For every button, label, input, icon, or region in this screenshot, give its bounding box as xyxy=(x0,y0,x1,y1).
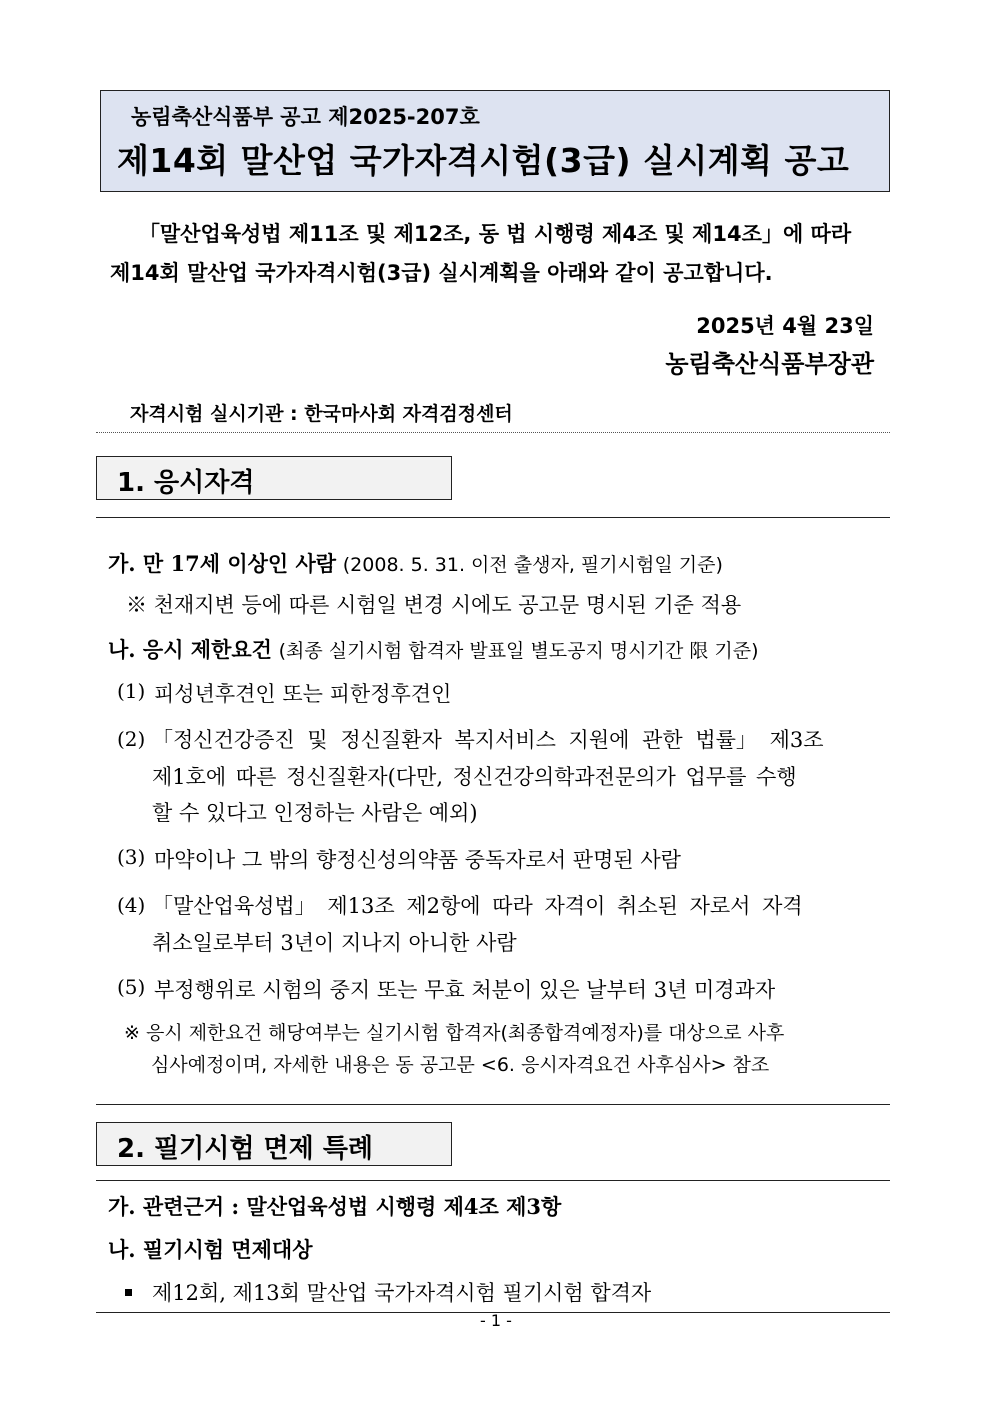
restriction-2-line-2: 제1호에 따른 정신질환자(다만, 정신건강의학과전문의가 업무를 수행 xyxy=(152,765,797,789)
restriction-3-number: (3) xyxy=(117,845,146,869)
restriction-1-line-1: 피성년후견인 또는 피한정후견인 xyxy=(154,682,452,706)
exam-institution: 자격시험 실시기관 : 한국마사회 자격검정센터 xyxy=(130,403,513,425)
section-1-end-divider xyxy=(96,1104,890,1105)
section-1-item-b xyxy=(108,634,759,664)
restriction-2-line-1: 「정신건강증진 및 정신질환자 복지서비스 지원에 관한 법률」 제3조 xyxy=(152,728,824,752)
section-2-item-b: 나. 필기시험 면제대상 xyxy=(108,1237,313,1262)
section-1-heading: 1. 응시자격 xyxy=(117,468,255,498)
restriction-note-line-1: ※ 응시 제한요건 해당여부는 실기시험 합격자(최종합격예정자)를 대상으로 사후 xyxy=(124,1022,785,1044)
page-number: - 1 - xyxy=(480,1311,512,1330)
restriction-1-number: (1) xyxy=(117,679,146,703)
dotted-divider xyxy=(96,432,890,433)
section-1-heading-box xyxy=(96,456,452,500)
section-2-item-a: 가. 관련근거 : 말산업육성법 시행령 제4조 제3항 xyxy=(108,1194,562,1219)
issuer-name: 농림축산식품부장관 xyxy=(665,350,874,378)
restriction-4-line-1: 「말산업육성법」 제13조 제2항에 따라 자격이 취소된 자로서 자격 xyxy=(152,894,803,918)
restriction-3-line-1: 마약이나 그 밖의 향정신성의약품 중독자로서 판명된 사람 xyxy=(154,848,681,872)
section-2-bullet-text: 제12회, 제13회 말산업 국가자격시험 필기시험 합격자 xyxy=(152,1281,652,1305)
section-1-divider xyxy=(96,517,890,518)
restriction-note-line-2: 심사예정이며, 자세한 내용은 동 공고문 <6. 응시자격요건 사후심사> 참조 xyxy=(151,1054,770,1076)
item-a-note: ※ 천재지변 등에 따른 시험일 변경 시에도 공고문 명시된 기준 적용 xyxy=(126,593,742,617)
restriction-5-line-1: 부정행위로 시험의 중지 또는 무효 처분이 있은 날부터 3년 미경과자 xyxy=(154,978,776,1002)
section-2-divider xyxy=(96,1180,890,1181)
item-b-label: 나. 응시 제한요건 xyxy=(108,637,272,662)
notice-title: 제14회 말산업 국가자격시험(3급) 실시계획 공고 xyxy=(117,141,850,180)
intro-line-1: 「말산업육성법 제11조 및 제12조, 동 법 시행령 제4조 및 제14조」에 따라 xyxy=(138,222,852,246)
restriction-5-number: (5) xyxy=(117,975,146,999)
restriction-4-number: (4) xyxy=(117,893,146,917)
notice-number: 농림축산식품부 공고 제2025-207호 xyxy=(131,105,480,129)
item-a-label: 가. 만 17세 이상인 사람 xyxy=(108,551,337,576)
intro-line-2: 제14회 말산업 국가자격시험(3급) 실시계획을 아래와 같이 공고합니다. xyxy=(110,261,773,285)
restriction-2-number: (2) xyxy=(117,727,146,751)
square-bullet-icon xyxy=(125,1289,132,1296)
section-1-item-a xyxy=(108,548,723,578)
restriction-4-line-2: 취소일로부터 3년이 지나지 아니한 사람 xyxy=(152,931,517,955)
section-2-heading-box xyxy=(96,1122,452,1166)
restriction-2-line-3: 할 수 있다고 인정하는 사람은 예외) xyxy=(152,801,478,825)
notice-date: 2025년 4월 23일 xyxy=(696,314,874,338)
notice-header-box xyxy=(100,90,890,192)
item-b-detail: (최종 실기시험 합격자 발표일 별도공지 명시기간 限 기준) xyxy=(278,640,759,662)
item-a-detail: (2008. 5. 31. 이전 출생자, 필기시험일 기준) xyxy=(342,554,723,576)
section-2-heading: 2. 필기시험 면제 특례 xyxy=(117,1134,374,1164)
